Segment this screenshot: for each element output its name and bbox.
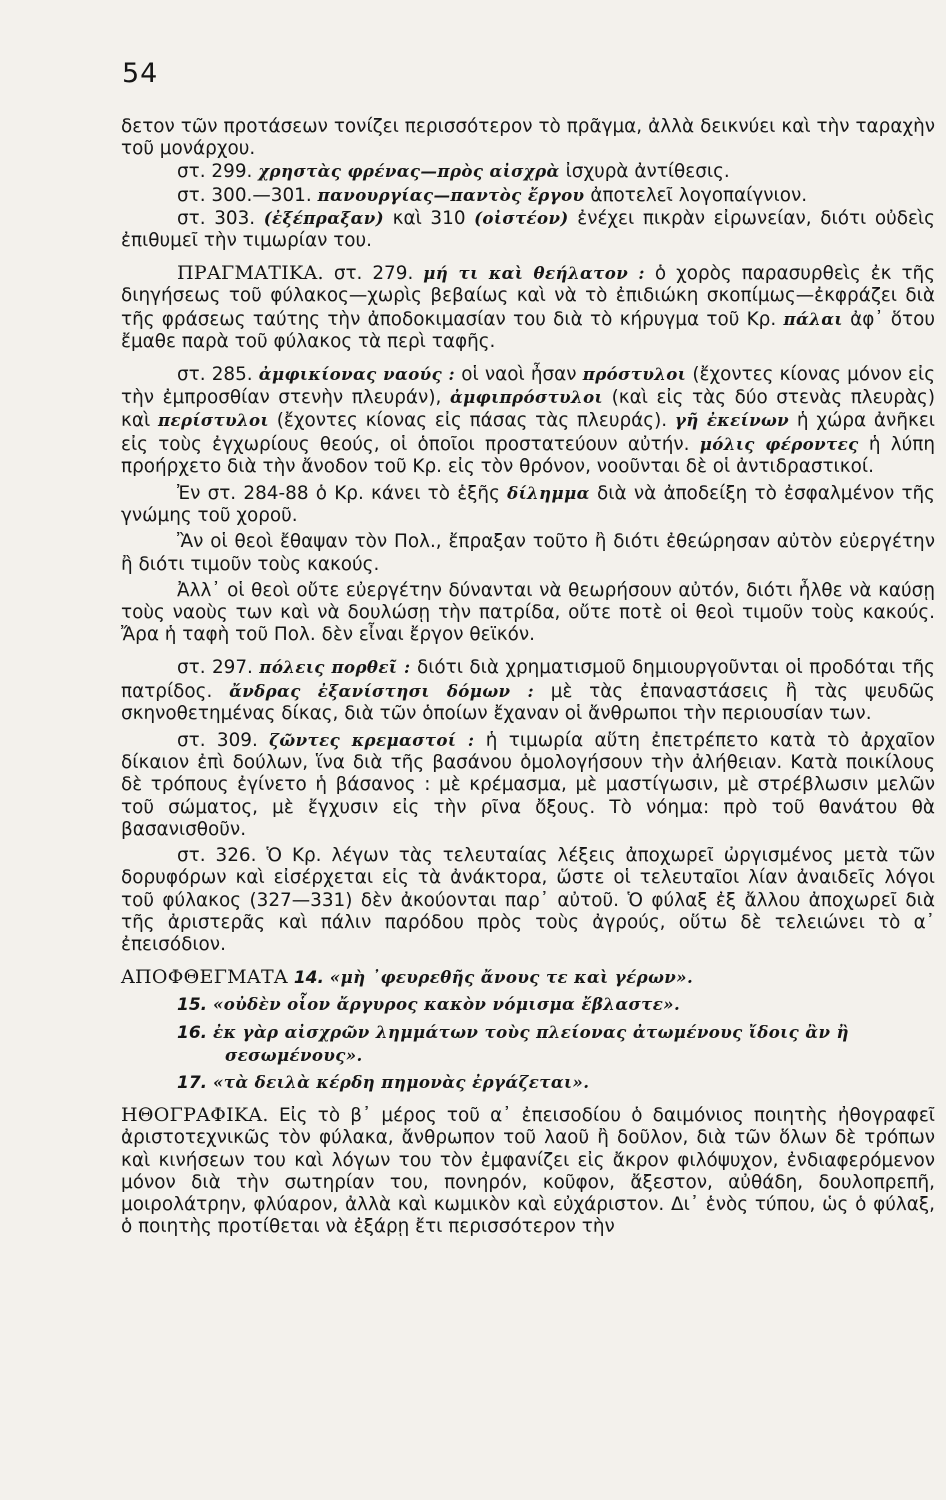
- quoted-phrase: πανουργίας—παντὸς ἔργου: [317, 184, 585, 205]
- note-verse-299: [121, 160, 935, 183]
- quoted-phrase: ἄνδρας ἐξανίστησι δόμων :: [229, 680, 535, 701]
- note-text: ἐνέχει πικρὰν εἰρωνείαν, διότι οὐδεὶς ἐπιθυμεῖ τὴν τιμωρίαν του.: [121, 207, 935, 252]
- note-text: ἡ χώρα ἀνῆκει εἰς τοὺς ἐγχωρίους θεούς, οἱ ὁποῖοι προστατεύουν αὐτήν.: [121, 410, 935, 455]
- quoted-phrase: ἀμφιπρόστυλοι: [449, 387, 603, 408]
- verse-ref: στ. 297.: [177, 657, 253, 679]
- note-verse-300: [121, 184, 935, 207]
- note-text: Ἐν στ. 284-88 ὁ Κρ. κάνει τὸ ἑξῆς: [177, 483, 500, 505]
- saying-item: [121, 1071, 935, 1094]
- verse-ref: στ. 285.: [177, 364, 253, 386]
- quoted-phrase: γῆ ἐκείνων: [674, 410, 790, 431]
- quoted-phrase: μή τι καὶ θεήλατον :: [423, 263, 645, 284]
- saying-continuation: [121, 1044, 935, 1067]
- note-text: διότι διὰ χρηματισμοῦ δημιουργοῦνται οἱ προδόται τῆς πατρίδος.: [121, 657, 935, 702]
- quoted-phrase: (οἰστέον): [474, 207, 569, 228]
- paragraph-dilemma-b: Ἀλλ᾽ οἱ θεοὶ οὔτε εὐεργέτην δύνανται νὰ θεωρήσουν αὐτόν, διότι ἦλθε νὰ καύσῃ τοὺς ναοὺς των καὶ νὰ δουλώσῃ τὴν πατρίδα, οὔτε ποτὲ οἱ θεοὶ τιμοῦν τοὺς κακούς. Ἄρα ἡ ταφὴ τοῦ Πολ. δὲν εἶναι ἔργον θεϊκόν.: [121, 579, 935, 646]
- saying-text: «οὐδὲν οἷον ἄργυρος κακὸν νόμισμα ἔβλαστε».: [212, 994, 681, 1015]
- verse-ref: στ. 303.: [177, 207, 256, 229]
- note-text: (καὶ εἰς τὰς δύο στενὰς πλευρὰς) καὶ: [121, 387, 936, 432]
- note-verse-326: στ. 326. Ὁ Κρ. λέγων τὰς τελευταίας λέξεις ἀποχωρεῖ ὠργισμένος μετὰ τῶν δορυφόρων καὶ εἰσέρχεται εἰς τὰ ἀνάκτορα, ὥστε οἱ τελευταῖοι λίαν ἀναιδεῖς λόγοι τοῦ φύλακος (327—331) δὲν ἀκούονται παρ᾽ αὐτοῦ. Ὁ φύλαξ ἐξ ἄλλου ἀποχωρεῖ διὰ τῆς ἀριστερᾶς καὶ πάλιν παρόδου πρὸς τοὺς ἀγρούς, οὕτω δὲ τελειώνει τὸ α᾽ ἐπεισόδιον.: [121, 845, 935, 955]
- quoted-phrase: (ἐξέπραξαν): [263, 207, 384, 228]
- note-text: καὶ 310: [392, 207, 466, 229]
- note-text: (ἔχοντες κίονας μόνον εἰς τὴν ἐμπροσθίαν στενὴν πλευράν),: [121, 364, 935, 409]
- note-text: ἰσχυρὰ ἀντίθεσις.: [565, 161, 730, 183]
- saying-item: [121, 993, 935, 1016]
- quoted-phrase: πρόστυλοι: [582, 364, 687, 385]
- saying-text: ἐκ γὰρ αἰσχρῶν λημμάτων τοὺς πλείονας ἀτωμένους ἴδοις ἂν ἢ: [212, 1021, 850, 1042]
- note-text: μὲ τὰς ἐπαναστάσεις ἢ τὰς ψευδῶς σκηνοθετημένας δίκας, διὰ τῶν ὁποίων ἔχαναν οἱ ἄνθρωποι τὴν περιουσίαν των.: [121, 680, 935, 724]
- saying-number: 16.: [177, 1022, 208, 1043]
- quoted-phrase: χρηστὰς φρένας—πρὸς αἰσχρὰ: [258, 161, 560, 182]
- verse-ref: στ. 299.: [177, 161, 253, 183]
- verse-ref: στ. 279.: [333, 263, 414, 285]
- section-ithografika: [121, 1104, 935, 1238]
- saying-number: 15.: [177, 995, 208, 1016]
- saying-text: σεσωμένους».: [225, 1044, 363, 1065]
- section-heading: ΠΡΑΓΜΑΤΙΚΑ.: [177, 262, 324, 285]
- note-text: οἱ ναοὶ ἦσαν: [461, 364, 577, 386]
- quoted-phrase: δίλημμα: [507, 483, 590, 504]
- saying-number: 14.: [293, 968, 324, 989]
- commentary-text: [121, 116, 935, 1238]
- paragraph-dilemma-a: Ἂν οἱ θεοὶ ἔθαψαν τὸν Πολ., ἔπραξαν τοῦτο ἢ διότι ἐθεώρησαν αὐτὸν εὐεργέτην ἢ διότι τιμοῦν τοὺς κακούς.: [121, 531, 935, 575]
- note-text: ἡ λύπη προήρχετο διὰ τὴν ἄνοδον τοῦ Κρ. εἰς τὸν θρόνον, νοοῦνται δὲ οἱ ἀντιδραστικοί.: [121, 433, 935, 477]
- section-heading: ΗΘΟΓΡΑΦΙΚΑ.: [121, 1104, 269, 1127]
- saying-text: «τὰ δειλὰ κέρδη πημονὰς ἐργάζεται».: [212, 1071, 590, 1092]
- note-verse-284-88: [121, 482, 935, 527]
- quoted-phrase: ζῶντες κρεμαστοί :: [269, 730, 475, 751]
- saying-item: [121, 1021, 935, 1044]
- section-apophthegmata: [121, 966, 935, 989]
- note-verse-297: [121, 656, 935, 725]
- quoted-phrase: ἀμφικίονας ναούς :: [258, 364, 456, 385]
- verse-ref: στ. 300.—301.: [177, 184, 312, 206]
- saying-number: 17.: [177, 1072, 208, 1093]
- quoted-phrase: πάλαι: [783, 308, 843, 329]
- note-text: ἀποτελεῖ λογοπαίγνιον.: [590, 184, 808, 206]
- note-text: (ἔχοντες κίονας εἰς πάσας τὰς πλευράς).: [276, 410, 668, 432]
- note-text: ἀφ᾽ ὅτου ἔμαθε παρὰ τοῦ φύλακος τὰ περὶ ταφῆς.: [121, 308, 935, 352]
- note-verse-285: [121, 363, 935, 478]
- quoted-phrase: μόλις φέροντες: [699, 433, 859, 454]
- section-pragmatika: [121, 262, 935, 353]
- quoted-phrase: πόλεις πορθεῖ :: [259, 657, 411, 678]
- note-verse-309: [121, 729, 935, 841]
- verse-ref: στ. 309.: [177, 730, 258, 752]
- note-text: ἡ τιμωρία αὕτη ἐπετρέπετο κατὰ τὸ ἀρχαῖον δίκαιον ἐπὶ δούλων, ἵνα διὰ τῆς βασάνου ὁμολογήσουν τὴν ἀλήθειαν. Κατὰ ποικίλους δὲ τρόπους ἐγίνετο ἡ βάσανος : μὲ κρέμασμα, μὲ μαστίγωσιν, μὲ στρέβλωσιν μελῶν τοῦ σώματος, μὲ ἔγχυσιν εἰς τὴν ρῖνα ὄξους. Τὸ νόημα: πρὸ τοῦ θανάτου θὰ βασανισθοῦν.: [121, 730, 935, 840]
- note-text: διὰ νὰ ἀποδείξη τὸ ἐσφαλμένον τῆς γνώμης τοῦ χοροῦ.: [121, 483, 935, 527]
- page-number: 54: [122, 58, 159, 89]
- note-verse-303: [121, 207, 935, 252]
- paragraph-intro: δετον τῶν προτάσεων τονίζει περισσότερον τὸ πρᾶγμα, ἀλλὰ δεικνύει καὶ τὴν ταραχὴν τοῦ μονάρχου.: [121, 116, 935, 160]
- section-heading: ΑΠΟΦΘΕΓΜΑΤΑ: [121, 966, 288, 989]
- note-text: ὁ χορὸς παρασυρθεὶς ἐκ τῆς διηγήσεως τοῦ φύλακος—χωρὶς βεβαίως καὶ νὰ τὸ ἐπιδιώκη σκοπίμως—ἐκφράζει διὰ τῆς φράσεως ταύτης τὴν ἀποδοκιμασίαν του διὰ τὸ κήρυγμα τοῦ Κρ.: [121, 263, 935, 330]
- note-text: Εἰς τὸ β᾽ μέρος τοῦ α᾽ ἐπεισοδίου ὁ δαιμόνιος ποιητὴς ἠθογραφεῖ ἀριστοτεχνικῶς τὸν φύλακα, ἄνθρωπον τοῦ λαοῦ ἢ δοῦλον, διὰ τῶν ὅλων δὲ τρόπων καὶ κινήσεων του καὶ λόγων του τὸν ἐμφανίζει εἰς ἄκρον φιλόψυχον, ἐνδιαφερόμενον μόνον διὰ τὴν σωτηρίαν του, πονηρόν, κοῦφον, ἄξεστον, αὐθάδη, δουλοπρεπῆ, μοιρολάτρην, φλύαρον, ἀλλὰ καὶ κωμικὸν καὶ εὐχάριστον. Δι᾽ ἑνὸς τύπου, ὡς ὁ φύλαξ, ὁ ποιητὴς προτίθεται νὰ ἐξάρῃ ἔτι περισσότερον τὴν: [121, 1105, 935, 1238]
- quoted-phrase: περίστυλοι: [157, 410, 269, 431]
- saying-text: «μὴ ᾽φευρεθῆς ἄνους τε καὶ γέρων».: [329, 967, 694, 988]
